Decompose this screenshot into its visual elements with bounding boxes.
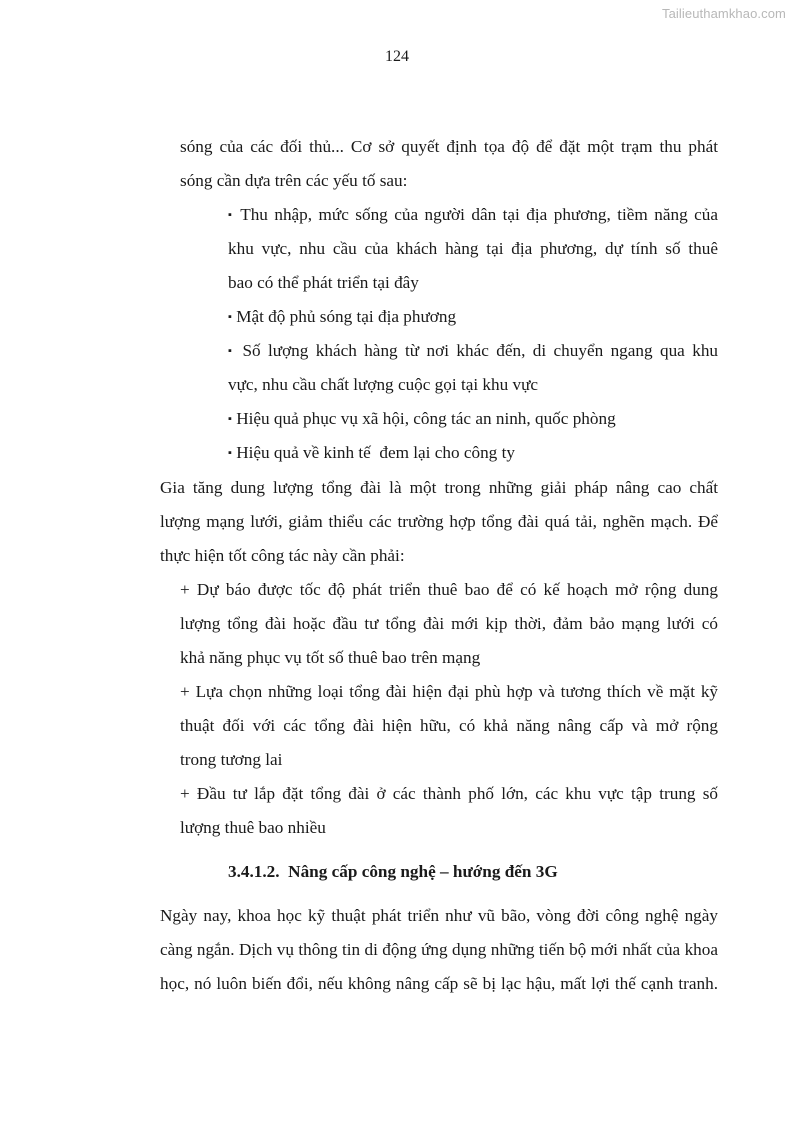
plus-marker: + xyxy=(180,682,190,701)
bullet-icon: ▪ xyxy=(228,413,232,425)
text-line: thực hiện tốt công tác này cần phải: xyxy=(160,546,405,565)
plus-marker: + xyxy=(180,580,190,599)
text-line: sóng cần dựa trên các yếu tố sau: xyxy=(180,171,408,190)
bullet-icon: ▪ xyxy=(228,209,235,221)
section-number: 3.4.1.2. xyxy=(228,862,280,881)
list-item: + Lựa chọn những loại tổng đài hiện đại phù hợp và tương thích về mặt kỹ xyxy=(180,682,719,701)
page-number: 124 xyxy=(385,48,409,65)
text-line: bao có thể phát triển tại đây xyxy=(228,273,419,292)
text-line: khả năng phục vụ tốt số thuê bao trên mạng xyxy=(180,648,481,667)
text-line: lượng mạng lưới, giảm thiểu các trường hợp tổng đài quá tải, nghẽn mạch. Để xyxy=(160,512,718,531)
text-line: vực, nhu cầu chất lượng cuộc gọi tại khu vực xyxy=(228,375,539,394)
text-line: Ngày nay, khoa học kỹ thuật phát triển như vũ bão, vòng đời công nghệ ngày xyxy=(160,906,718,925)
section-heading xyxy=(228,862,558,882)
plus-marker: + xyxy=(180,784,190,803)
text-line: lượng thuê bao nhiều xyxy=(180,818,326,837)
bullet-icon: ▪ xyxy=(228,447,232,459)
text-line: càng ngắn. Dịch vụ thông tin di động ứng dụng những tiến bộ mới nhất của khoa xyxy=(160,940,718,959)
list-item: ▪ Hiệu quả về kinh tế đem lại cho công ty xyxy=(228,443,515,462)
text-line: lượng tổng đài hoặc đầu tư tổng đài mới kịp thời, đảm bảo mạng lưới có xyxy=(180,614,718,633)
list-item: ▪ Mật độ phủ sóng tại địa phương xyxy=(228,307,457,326)
list-item: ▪ Số lượng khách hàng từ nơi khác đến, di chuyển ngang qua khu xyxy=(228,341,719,360)
section-title: Nâng cấp công nghệ – hướng đến 3G xyxy=(288,862,558,881)
list-item: + Dự báo được tốc độ phát triển thuê bao để có kế hoạch mở rộng dung xyxy=(180,580,718,599)
text-line: trong tương lai xyxy=(180,750,283,769)
bullet-icon: ▪ xyxy=(228,311,232,323)
bullet-icon: ▪ xyxy=(228,345,236,357)
text-line: học, nó luôn biến đổi, nếu không nâng cấp sẽ bị lạc hậu, mất lợi thế cạnh tranh. xyxy=(160,974,718,993)
text-line: Gia tăng dung lượng tổng đài là một trong những giải pháp nâng cao chất xyxy=(160,478,718,497)
list-item: ▪ Hiệu quả phục vụ xã hội, công tác an ninh, quốc phòng xyxy=(228,409,616,428)
text-line: khu vực, nhu cầu của khách hàng tại địa phương, dự tính số thuê xyxy=(228,239,718,258)
text-line: sóng của các đối thủ... Cơ sở quyết định tọa độ để đặt một trạm thu phát xyxy=(180,137,718,156)
text-line: thuật đối với các tổng đài hiện hữu, có khả năng nâng cấp và mở rộng xyxy=(180,716,718,735)
list-item: ▪ Thu nhập, mức sống của người dân tại địa phương, tiềm năng của xyxy=(228,205,718,224)
watermark: Tailieuthamkhao.com xyxy=(661,6,786,21)
list-item: + Đầu tư lắp đặt tổng đài ở các thành phố lớn, các khu vực tập trung số xyxy=(180,784,718,803)
